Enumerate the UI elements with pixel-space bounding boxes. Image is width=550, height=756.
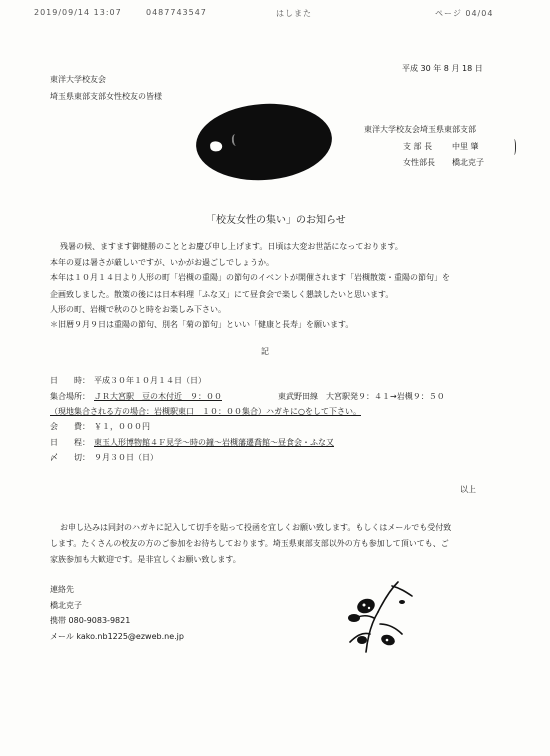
body-line-5: 人形の町、岩槻で秋のひと時をお楽しみ下さい。 — [50, 305, 226, 314]
letter-date: 平成 30 年 8 月 18 日 — [402, 64, 483, 73]
local-meet-note: （現地集合される方の場合：岩槻駅東口 １０：００集合）ハガキに○をして下さい。 — [50, 407, 361, 416]
sender-title-1: 支 部 長 — [403, 142, 433, 151]
contact-name: 橋北克子 — [50, 601, 82, 610]
fee-value: ￥１，０００円 — [94, 422, 150, 431]
body-line-6: ＊旧暦９月９日は重陽の節句、別名「菊の節句」といい「健康と長寿」を願います。 — [50, 320, 354, 329]
plan-label: 日 程： — [50, 438, 90, 447]
contact-email: メール kako.nb1225@ezweb.ne.jp — [50, 632, 184, 641]
meet-train: 東武野田線 大宮駅発９：４１→岩槻９：５０ — [278, 392, 445, 401]
recipient-line1: 東洋大学校友会 — [50, 75, 106, 84]
fax-photo-image — [194, 99, 335, 184]
fee-label: 会 費： — [50, 422, 90, 431]
sender-title-2: 女性部長 — [403, 158, 435, 167]
ki-heading: 記 — [261, 347, 269, 356]
date-label: 日 時： — [50, 376, 90, 385]
body-line-4: 企画致しました。散策の後には日本料理「ふな又」にて昼食会で楽しく懇談したいと思います。 — [50, 290, 394, 299]
sender-name-1: 中里 肇 — [452, 142, 479, 151]
meet-label: 集合場所： — [50, 392, 90, 401]
body-line-2: 本年の夏は暑さが厳しいですが、いかがお過ごしでしょうか。 — [50, 258, 274, 267]
page-title: 「校友女性の集い」のお知らせ — [206, 215, 346, 226]
meet-value: ＪＲ大宮駅 豆の木付近 ９：００ — [94, 392, 222, 401]
deadline-value: ９月３０日（日） — [94, 453, 158, 462]
fax-number: 0487743547 — [146, 8, 207, 17]
chrysanthemum-illustration — [340, 578, 420, 658]
fax-datetime: 2019/09/14 13:07 — [34, 8, 122, 17]
body-line-3: 本年は１０月１４日より人形の町「岩槻の重陽」の節句のイベントが開催されます「岩槻散策・重陽の節句」を — [50, 273, 450, 282]
closing-line-1: お申し込みは同封のハガキに記入して切手を貼って投函を宜しくお願い致します。もしくはメールでも受付致 — [60, 523, 452, 532]
contact-label: 連絡先 — [50, 585, 74, 594]
body-line-1: 残暑の候、ますます御健勝のこととお慶び申し上げます。日頃は大変お世話になっております。 — [60, 242, 403, 251]
recipient-line2: 埼玉県東部支部女性校友の皆様 — [50, 92, 162, 101]
seal-mark — [511, 139, 516, 155]
fax-page: ページ 04/04 — [435, 9, 494, 18]
plan-value: 東玉人形博物館４Ｆ見学～時の鐘～岩槻藩遷喬館～昼食会・ふな又 — [94, 438, 334, 447]
date-value: 平成３０年１０月１４日（日） — [94, 376, 206, 385]
closing-line-3: 家族参加も大歓迎です。是非宜しくお願い致します。 — [50, 555, 241, 564]
fax-sender: はしまた — [276, 9, 312, 18]
ijo-closing: 以上 — [460, 485, 476, 494]
closing-line-2: します。たくさんの校友の方のご参加をお待ちしております。埼玉県東部支部以外の方も参加して頂いても、ご — [50, 539, 449, 548]
sender-org: 東洋大学校友会埼玉県東部支部 — [364, 125, 476, 134]
sender-name-2: 橋北克子 — [452, 158, 484, 167]
contact-phone: 携帯 080-9083-9821 — [50, 616, 131, 625]
deadline-label: 〆 切： — [50, 453, 90, 462]
